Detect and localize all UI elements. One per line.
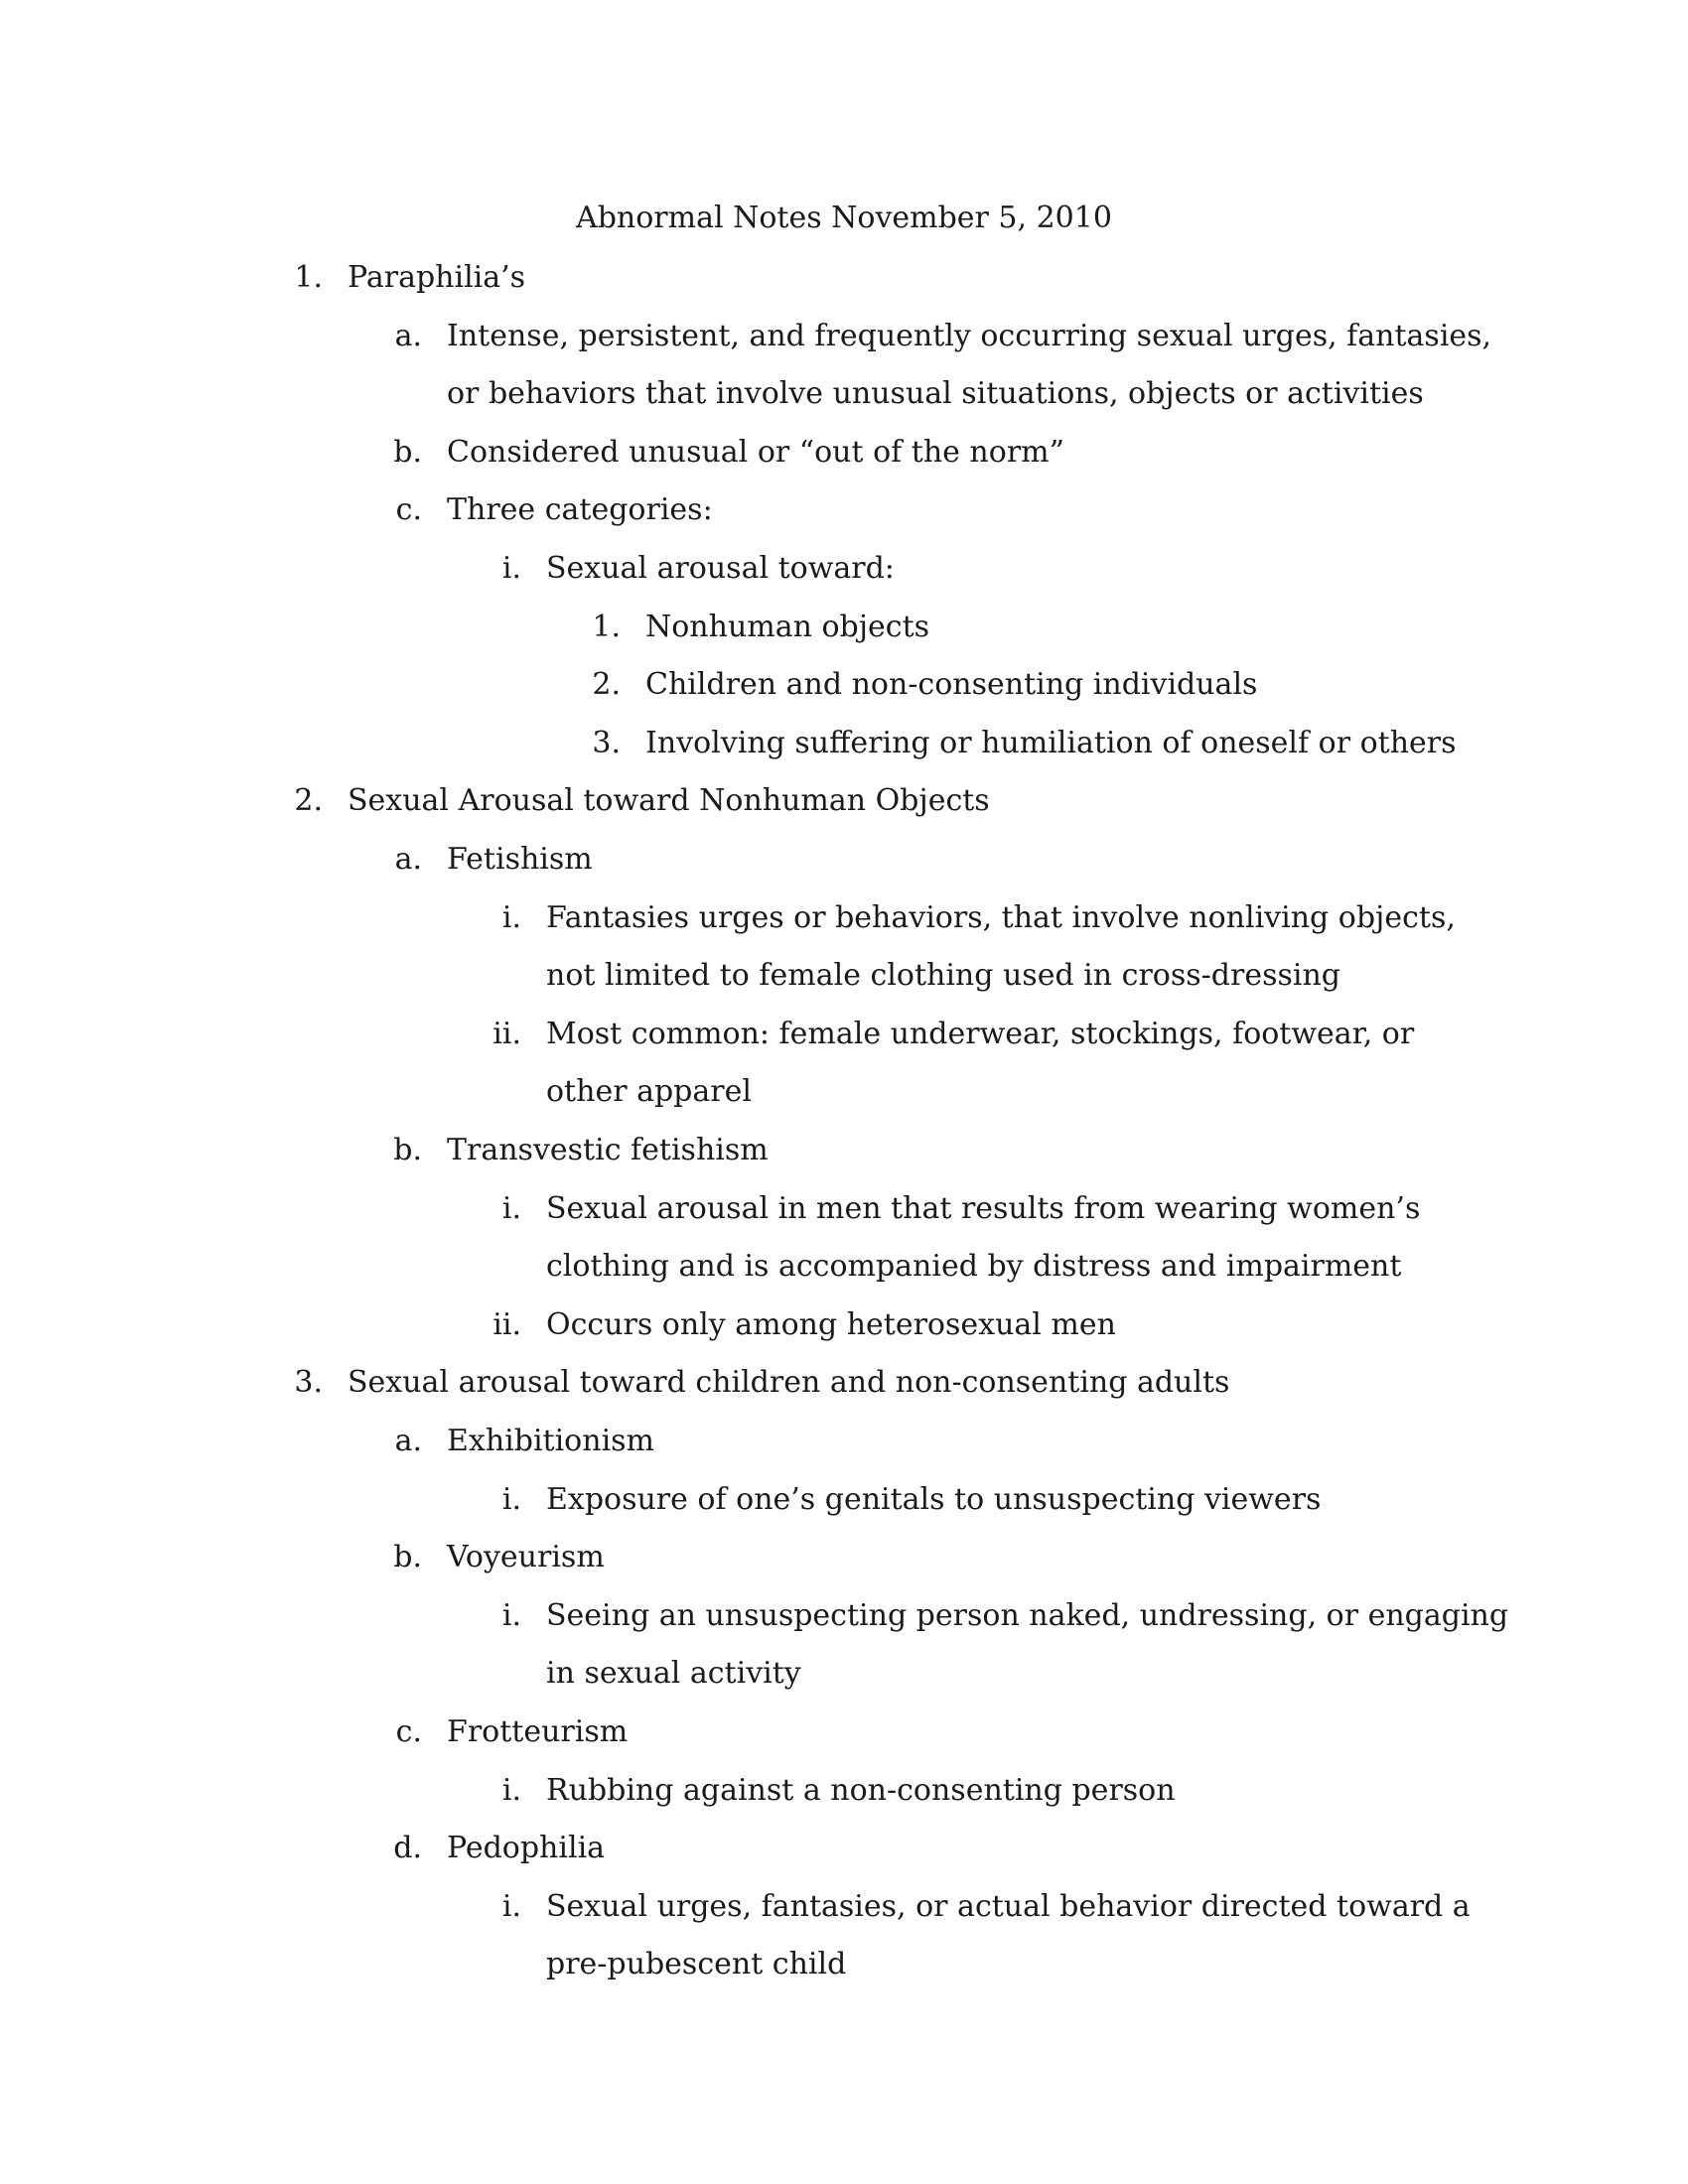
list-marker: ii. <box>492 1016 521 1051</box>
list-item-text: Occurs only among heterosexual men <box>546 1306 1116 1342</box>
list-marker: b. <box>393 1540 422 1575</box>
list-item-text: in sexual activity <box>546 1656 801 1692</box>
list-marker: d. <box>393 1831 422 1866</box>
list-marker: 3. <box>592 725 621 760</box>
list-marker: c. <box>395 492 422 528</box>
list-item-text: Children and non-consenting individuals <box>645 667 1258 703</box>
list-item-text: clothing and is accompanied by distress and impairment <box>546 1249 1402 1285</box>
list-marker: a. <box>394 1424 422 1458</box>
list-marker: 1. <box>294 260 323 295</box>
list-marker: b. <box>393 1133 422 1167</box>
page-title: Abnormal Notes November 5, 2010 <box>576 201 1112 235</box>
list-item-text: Sexual Arousal toward Nonhuman Objects <box>348 783 990 819</box>
list-item-text: Paraphilia’s <box>348 260 526 295</box>
list-marker: i. <box>501 1190 521 1226</box>
list-item-text: Voyeurism <box>447 1540 605 1575</box>
list-marker: 1. <box>592 609 621 644</box>
list-marker: 2. <box>294 783 323 819</box>
list-item-text: pre-pubescent child <box>546 1947 847 1982</box>
list-item-text: Exposure of one’s genitals to unsuspecting viewers <box>546 1481 1322 1517</box>
list-marker: i. <box>501 1888 521 1924</box>
list-item-text: Fetishism <box>447 842 593 877</box>
list-item-text: Sexual arousal toward: <box>546 551 895 586</box>
list-marker: 3. <box>294 1365 323 1401</box>
list-item-text: Intense, persistent, and frequently occurring sexual urges, fantasies, <box>447 318 1492 353</box>
list-marker: b. <box>393 434 422 470</box>
list-item-text: Rubbing against a non-consenting person <box>546 1772 1176 1808</box>
list-marker: 2. <box>592 667 621 703</box>
list-item-text: Pedophilia <box>447 1831 606 1866</box>
list-marker: c. <box>395 1714 422 1749</box>
list-marker: i. <box>501 899 521 935</box>
list-item-text: Sexual urges, fantasies, or actual behavior directed toward a <box>546 1888 1471 1924</box>
list-item-text: Considered unusual or “out of the norm” <box>447 434 1064 470</box>
list-item-text: Most common: female underwear, stockings, footwear, or <box>546 1016 1415 1051</box>
list-marker: i. <box>501 1481 521 1517</box>
list-marker: i. <box>501 1772 521 1808</box>
list-item-text: Three categories: <box>447 492 713 528</box>
list-item-text: Sexual arousal toward children and non-consenting adults <box>348 1365 1230 1401</box>
list-marker: a. <box>394 318 422 353</box>
list-marker: i. <box>501 551 521 586</box>
list-marker: a. <box>394 842 422 877</box>
list-item-text: Frotteurism <box>447 1714 629 1749</box>
list-item-text: Nonhuman objects <box>645 609 930 644</box>
list-item-text: Transvestic fetishism <box>447 1133 769 1167</box>
list-item-text: Sexual arousal in men that results from wearing women’s <box>546 1190 1421 1226</box>
list-item-text: other apparel <box>546 1074 752 1110</box>
list-item-text: Fantasies urges or behaviors, that involve nonliving objects, <box>546 899 1456 935</box>
list-item-text: Involving suffering or humiliation of oneself or others <box>645 725 1457 760</box>
list-marker: ii. <box>492 1306 521 1342</box>
list-item-text: or behaviors that involve unusual situations, objects or activities <box>447 376 1424 412</box>
list-item-text: Exhibitionism <box>447 1424 655 1458</box>
list-marker: i. <box>501 1597 521 1633</box>
list-item-text: not limited to female clothing used in cross-dressing <box>546 958 1340 994</box>
list-item-text: Seeing an unsuspecting person naked, undressing, or engaging <box>546 1597 1509 1633</box>
